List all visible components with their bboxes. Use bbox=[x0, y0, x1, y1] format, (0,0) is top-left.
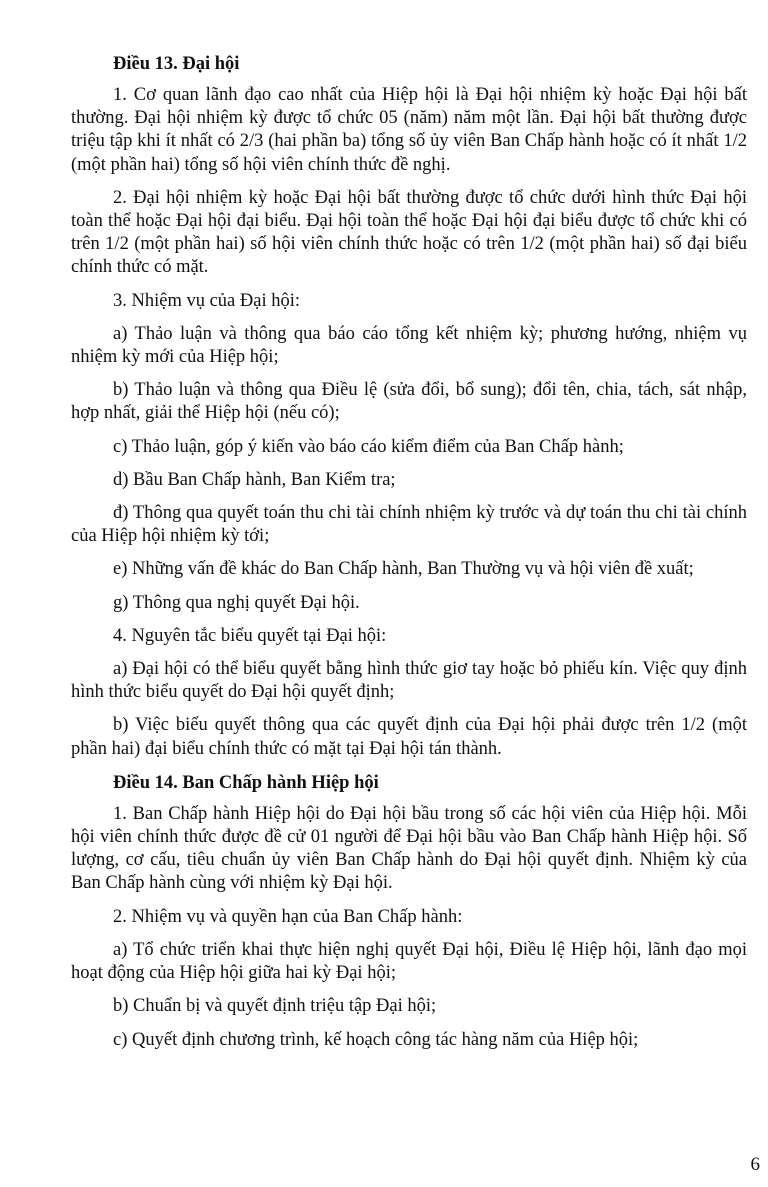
article-14 bbox=[71, 771, 747, 1052]
article-paragraph: c) Quyết định chương trình, kế hoạch công tác hàng năm của Hiệp hội; bbox=[113, 1029, 639, 1050]
article-paragraph: b) Việc biểu quyết thông qua các quyết định của Đại hội phải được trên 1/2 (một phần hai) đại biểu chính thức có mặt tại Đại hội tán thành. bbox=[71, 715, 747, 759]
article-paragraph: a) Tổ chức triển khai thực hiện nghị quyết Đại hội, Điều lệ Hiệp hội, lãnh đạo mọi hoạt động của Hiệp hội giữa hai kỳ Đại hội; bbox=[71, 939, 747, 984]
article-paragraph: 1. Ban Chấp hành Hiệp hội do Đại hội bầu trong số các hội viên của Hiệp hội. Mỗi hội viên chính thức được đề cử 01 người để Đại hội bầu vào Ban Chấp hành Hiệp hội. Số lượng, cơ cấu, tiêu chuẩn ủy viên Ban Chấp hành do Đại hội quyết định. Nhiệm kỳ của Ban Chấp hành cùng với nhiệm kỳ Đại hội. bbox=[71, 803, 747, 894]
article-paragraph: 1. Cơ quan lãnh đạo cao nhất của Hiệp hội là Đại hội nhiệm kỳ hoặc Đại hội bất thường. Đại hội nhiệm kỳ được tổ chức 05 (năm) năm một lần. Đại hội bất thường được triệu tập khi ít nhất có 2/3 (hai phần ba) tổng số ủy viên Ban Chấp hành hoặc có ít nhất 1/2 (một phần hai) tổng số hội viên chính thức đề nghị. bbox=[71, 85, 747, 175]
article-paragraph: a) Đại hội có thể biểu quyết bằng hình thức giơ tay hoặc bỏ phiếu kín. Việc quy định hình thức biểu quyết do Đại hội quyết định; bbox=[71, 659, 747, 703]
article-paragraph: c) Thảo luận, góp ý kiến vào báo cáo kiểm điểm của Ban Chấp hành; bbox=[113, 436, 624, 457]
article-paragraph: e) Những vấn đề khác do Ban Chấp hành, Ban Thường vụ và hội viên đề xuất; bbox=[113, 559, 694, 580]
article-paragraph: 4. Nguyên tắc biểu quyết tại Đại hội: bbox=[113, 625, 387, 646]
article-heading: Điều 14. Ban Chấp hành Hiệp hội bbox=[113, 772, 379, 793]
article-paragraph: 2. Đại hội nhiệm kỳ hoặc Đại hội bất thường được tổ chức dưới hình thức Đại hội toàn thể hoặc Đại hội đại biểu. Đại hội toàn thể hoặc Đại hội đại biểu được tổ chức khi có trên 1/2 (một phần hai) số hội viên chính thức hoặc có trên 1/2 (một phần hai) số đại biểu chính thức có mặt. bbox=[71, 187, 747, 278]
article-paragraph: đ) Thông qua quyết toán thu chi tài chính nhiệm kỳ trước và dự toán thu chi tài chính của Hiệp hội nhiệm kỳ tới; bbox=[71, 503, 747, 547]
article-paragraph: g) Thông qua nghị quyết Đại hội. bbox=[113, 592, 360, 613]
article-paragraph: 2. Nhiệm vụ và quyền hạn của Ban Chấp hành: bbox=[113, 906, 463, 927]
article-13 bbox=[71, 52, 747, 761]
article-paragraph: a) Thảo luận và thông qua báo cáo tổng kết nhiệm kỳ; phương hướng, nhiệm vụ nhiệm kỳ mới của Hiệp hội; bbox=[71, 323, 747, 368]
document-page bbox=[71, 52, 747, 1062]
article-paragraph: b) Thảo luận và thông qua Điều lệ (sửa đổi, bổ sung); đổi tên, chia, tách, sát nhập, hợp nhất, giải thể Hiệp hội (nếu có); bbox=[71, 380, 747, 424]
article-paragraph: d) Bầu Ban Chấp hành, Ban Kiểm tra; bbox=[113, 469, 396, 490]
page-number: 6 bbox=[750, 1154, 760, 1175]
article-paragraph: 3. Nhiệm vụ của Đại hội: bbox=[113, 290, 301, 311]
article-heading: Điều 13. Đại hội bbox=[113, 54, 240, 74]
article-paragraph: b) Chuẩn bị và quyết định triệu tập Đại hội; bbox=[113, 996, 437, 1017]
